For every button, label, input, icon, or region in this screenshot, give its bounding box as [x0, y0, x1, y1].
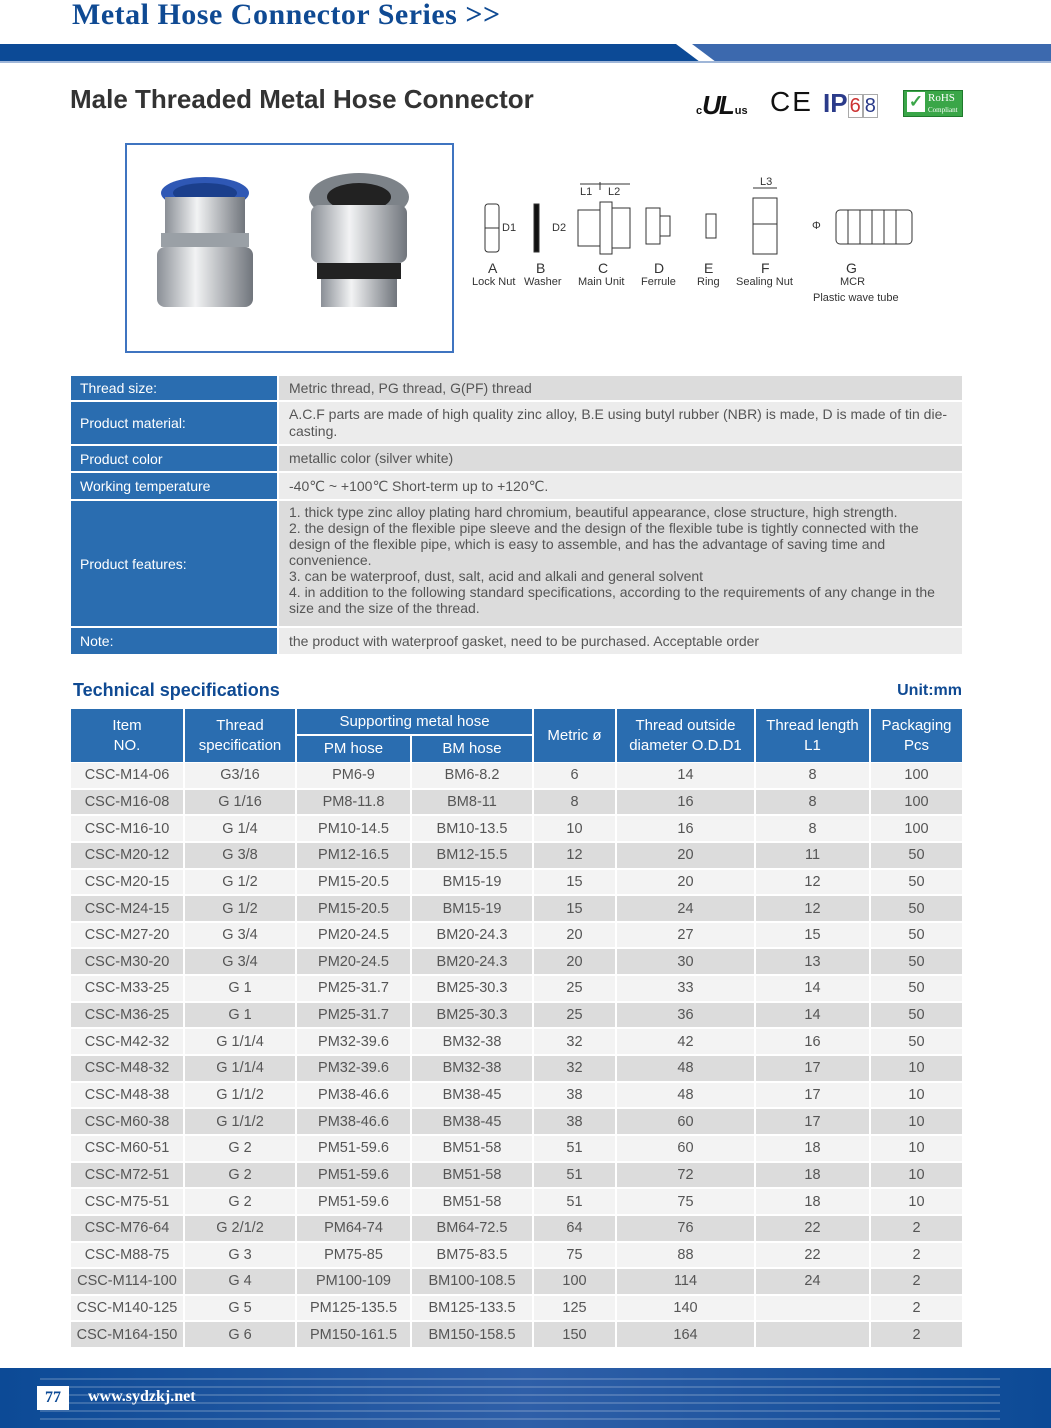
table-cell: 75 [617, 1189, 754, 1214]
table-cell: BM51-58 [412, 1163, 532, 1188]
table-cell: CSC-M30-20 [71, 949, 183, 974]
table-cell: 20 [617, 843, 754, 868]
table-cell: CSC-M48-38 [71, 1083, 183, 1108]
table-cell: PM10-14.5 [297, 816, 410, 841]
table-cell: 2 [871, 1243, 962, 1268]
table-cell: PM32-39.6 [297, 1056, 410, 1081]
table-cell: CSC-M20-15 [71, 870, 183, 895]
table-cell: CSC-M48-32 [71, 1056, 183, 1081]
table-cell: BM100-108.5 [412, 1269, 532, 1294]
table-cell: 15 [756, 923, 869, 948]
table-cell: PM64-74 [297, 1216, 410, 1241]
part-name: Ferrule [641, 276, 676, 288]
table-cell: G 1/16 [185, 790, 295, 815]
table-cell: BM64-72.5 [412, 1216, 532, 1241]
table-cell: 8 [534, 790, 615, 815]
table-cell: CSC-M88-75 [71, 1243, 183, 1268]
table-cell: 48 [617, 1056, 754, 1081]
table-cell: G 3/8 [185, 843, 295, 868]
table-cell: 32 [534, 1029, 615, 1054]
table-cell: 51 [534, 1136, 615, 1161]
table-cell: PM75-85 [297, 1243, 410, 1268]
table-cell: CSC-M20-12 [71, 843, 183, 868]
part-letter: B [536, 260, 546, 276]
header-outside-diameter: Thread outside diameter O.D.D1 [617, 709, 754, 762]
table-cell: PM51-59.6 [297, 1163, 410, 1188]
header-metric: Metric ø [534, 709, 615, 762]
unit-label: Unit:mm [897, 682, 962, 699]
table-cell: G 1 [185, 1003, 295, 1028]
table-cell: PM12-16.5 [297, 843, 410, 868]
table-cell: 18 [756, 1136, 869, 1161]
spec-label: Thread size: [71, 376, 277, 402]
table-cell: CSC-M164-150 [71, 1322, 183, 1347]
table-cell: 51 [534, 1163, 615, 1188]
table-cell: 60 [617, 1136, 754, 1161]
dim-d1: D1 [502, 222, 517, 234]
table-cell: 11 [756, 843, 869, 868]
table-cell: BM32-38 [412, 1029, 532, 1054]
spec-label: Product color [71, 446, 277, 473]
part-name: Washer [524, 276, 562, 288]
table-cell: BM20-24.3 [412, 923, 532, 948]
part-letter: F [761, 260, 770, 276]
table-cell: BM150-158.5 [412, 1322, 532, 1347]
table-cell: BM15-19 [412, 870, 532, 895]
dim-l3: L3 [760, 176, 773, 188]
table-cell: 114 [617, 1269, 754, 1294]
table-cell: 100 [871, 816, 962, 841]
table-cell: BM125-133.5 [412, 1296, 532, 1321]
table-cell: 2 [871, 1322, 962, 1347]
table-cell: 15 [534, 896, 615, 921]
table-cell: 50 [871, 976, 962, 1001]
table-cell: PM6-9 [297, 763, 410, 788]
table-cell: G 5 [185, 1296, 295, 1321]
table-cell: G 1/1/4 [185, 1056, 295, 1081]
table-cell: BM25-30.3 [412, 976, 532, 1001]
table-cell: PM20-24.5 [297, 923, 410, 948]
table-cell: G 2 [185, 1136, 295, 1161]
table-cell: CSC-M33-25 [71, 976, 183, 1001]
table-cell: 10 [534, 816, 615, 841]
table-cell: 18 [756, 1163, 869, 1188]
table-cell: CSC-M27-20 [71, 923, 183, 948]
table-cell: PM20-24.5 [297, 949, 410, 974]
table-cell: G 1 [185, 976, 295, 1001]
rohs-logo: ✓ RoHS Compliant [903, 90, 963, 117]
table-cell: 100 [871, 763, 962, 788]
part-name: Ring [697, 276, 720, 288]
parts-drawing [470, 180, 920, 260]
table-cell: 51 [534, 1189, 615, 1214]
table-cell: CSC-M60-38 [71, 1109, 183, 1134]
table-cell: G 1/1/2 [185, 1083, 295, 1108]
table-cell: PM150-161.5 [297, 1322, 410, 1347]
table-cell: 30 [617, 949, 754, 974]
table-cell: BM75-83.5 [412, 1243, 532, 1268]
connector-image [127, 145, 452, 351]
table-cell [756, 1322, 869, 1347]
page-number: 77 [37, 1386, 69, 1410]
table-cell: 10 [871, 1189, 962, 1214]
table-cell: 64 [534, 1216, 615, 1241]
table-cell: G 1/2 [185, 896, 295, 921]
table-cell: BM8-11 [412, 790, 532, 815]
table-cell: CSC-M14-06 [71, 763, 183, 788]
table-cell: 2 [871, 1269, 962, 1294]
header-band-right [692, 44, 1051, 62]
table-cell: 125 [534, 1296, 615, 1321]
part-letter: C [598, 260, 609, 276]
check-icon: ✓ [908, 92, 924, 111]
table-cell: 164 [617, 1322, 754, 1347]
table-cell: BM51-58 [412, 1189, 532, 1214]
spec-row [71, 473, 962, 501]
table-cell: 48 [617, 1083, 754, 1108]
table-cell: 10 [871, 1083, 962, 1108]
part-name: Sealing Nut [736, 276, 793, 288]
table-cell: 50 [871, 949, 962, 974]
table-cell: G 4 [185, 1269, 295, 1294]
table-cell: 10 [871, 1163, 962, 1188]
table-cell: 2 [871, 1216, 962, 1241]
table-cell: PM32-39.6 [297, 1029, 410, 1054]
header-bm-hose: BM hose [412, 736, 532, 762]
table-cell: BM51-58 [412, 1136, 532, 1161]
table-cell: 20 [617, 870, 754, 895]
table-cell: 60 [617, 1109, 754, 1134]
table-cell: BM12-15.5 [412, 843, 532, 868]
table-cell: 27 [617, 923, 754, 948]
spec-row [71, 628, 962, 656]
spec-table [71, 376, 962, 656]
spec-value: metallic color (silver white) [279, 446, 962, 473]
dim-l1: L1 [580, 186, 593, 198]
table-cell: G 6 [185, 1322, 295, 1347]
table-cell: 8 [756, 763, 869, 788]
table-cell: CSC-M114-100 [71, 1269, 183, 1294]
spec-label: Working temperature [71, 473, 277, 501]
table-cell: G 1/1/2 [185, 1109, 295, 1134]
table-cell: 50 [871, 870, 962, 895]
table-cell: PM38-46.6 [297, 1109, 410, 1134]
table-cell: 6 [534, 763, 615, 788]
table-cell: 2 [871, 1296, 962, 1321]
table-cell: 14 [756, 976, 869, 1001]
header-thread-spec: Thread specification [185, 709, 295, 762]
ce-logo: CE [770, 86, 813, 117]
dim-d2: D2 [552, 222, 567, 234]
table-cell: 32 [534, 1056, 615, 1081]
spec-label: Product material: [71, 402, 277, 446]
table-cell: G 1/1/4 [185, 1029, 295, 1054]
table-cell: 50 [871, 1029, 962, 1054]
table-cell: 12 [756, 896, 869, 921]
table-cell: 22 [756, 1216, 869, 1241]
table-cell: 22 [756, 1243, 869, 1268]
part-letter: G [846, 260, 857, 276]
table-cell: 15 [534, 870, 615, 895]
table-cell: BM32-38 [412, 1056, 532, 1081]
table-cell: CSC-M16-08 [71, 790, 183, 815]
table-cell: 72 [617, 1163, 754, 1188]
table-cell: CSC-M24-15 [71, 896, 183, 921]
part-letter: A [488, 260, 498, 276]
product-photo [125, 143, 454, 353]
table-cell: G 3/4 [185, 949, 295, 974]
header-item-no: Item NO. [71, 709, 183, 762]
table-cell: CSC-M60-51 [71, 1136, 183, 1161]
dim-l2: L2 [608, 186, 621, 198]
spec-label: Product features: [71, 501, 277, 628]
table-cell: PM38-46.6 [297, 1083, 410, 1108]
header-pm-hose: PM hose [297, 736, 410, 762]
part-name: Lock Nut [472, 276, 516, 288]
table-cell: CSC-M75-51 [71, 1189, 183, 1214]
ip68-logo: IP 6 8 [823, 88, 876, 118]
part-letter: D [654, 260, 665, 276]
header-packaging: Packaging Pcs [871, 709, 962, 762]
table-cell: PM51-59.6 [297, 1136, 410, 1161]
table-cell: 8 [756, 816, 869, 841]
spec-value: A.C.F parts are made of high quality zinc alloy, B.E using butyl rubber (NBR) is made, D is made of tin die-casting. [279, 402, 962, 446]
header-band [0, 44, 700, 62]
table-cell: 10 [871, 1056, 962, 1081]
part-name: MCR [840, 276, 866, 288]
table-cell: CSC-M72-51 [71, 1163, 183, 1188]
table-cell: 13 [756, 949, 869, 974]
divider [0, 61, 1051, 63]
table-cell: 50 [871, 923, 962, 948]
table-cell: 8 [756, 790, 869, 815]
spec-row [71, 501, 962, 628]
dim-phi: Φ [812, 220, 821, 232]
part-name: Main Unit [578, 276, 625, 288]
website-link[interactable]: www.sydzkj.net [88, 1388, 196, 1405]
table-cell: BM38-45 [412, 1109, 532, 1134]
table-cell: 10 [871, 1109, 962, 1134]
table-cell: 140 [617, 1296, 754, 1321]
table-cell: 14 [756, 1003, 869, 1028]
table-cell: G 1/2 [185, 870, 295, 895]
table-cell: 50 [871, 896, 962, 921]
table-cell: 16 [617, 790, 754, 815]
table-cell: 36 [617, 1003, 754, 1028]
part-letter: E [704, 260, 714, 276]
table-cell: 17 [756, 1056, 869, 1081]
table-cell: 12 [534, 843, 615, 868]
part-subname: Plastic wave tube [813, 292, 899, 304]
table-cell: BM38-45 [412, 1083, 532, 1108]
table-cell: 25 [534, 976, 615, 1001]
exploded-diagram [470, 176, 920, 310]
table-cell: 17 [756, 1083, 869, 1108]
table-cell: CSC-M42-32 [71, 1029, 183, 1054]
table-cell: 14 [617, 763, 754, 788]
spec-value: Metric thread, PG thread, G(PF) thread [279, 376, 962, 402]
table-cell: 16 [617, 816, 754, 841]
table-cell: BM6-8.2 [412, 763, 532, 788]
table-cell: CSC-M140-125 [71, 1296, 183, 1321]
header-supporting-hose: Supporting metal hose [297, 709, 532, 734]
table-cell: 50 [871, 843, 962, 868]
spec-row [71, 376, 962, 402]
table-cell: G 2 [185, 1163, 295, 1188]
table-cell: PM15-20.5 [297, 870, 410, 895]
table-cell: 150 [534, 1322, 615, 1347]
table-cell: CSC-M76-64 [71, 1216, 183, 1241]
table-cell: 38 [534, 1109, 615, 1134]
table-cell: PM125-135.5 [297, 1296, 410, 1321]
tech-spec-title: Technical specifications [73, 680, 280, 700]
table-cell: 33 [617, 976, 754, 1001]
table-cell: BM10-13.5 [412, 816, 532, 841]
table-cell: G3/16 [185, 763, 295, 788]
table-cell: PM51-59.6 [297, 1189, 410, 1214]
table-cell: 50 [871, 1003, 962, 1028]
spec-row [71, 446, 962, 473]
table-cell: 12 [756, 870, 869, 895]
table-cell: G 3 [185, 1243, 295, 1268]
table-cell: BM20-24.3 [412, 949, 532, 974]
table-cell: 75 [534, 1243, 615, 1268]
table-cell: 24 [617, 896, 754, 921]
table-cell: G 3/4 [185, 923, 295, 948]
table-cell: BM25-30.3 [412, 1003, 532, 1028]
table-cell: PM100-109 [297, 1269, 410, 1294]
table-cell: G 2 [185, 1189, 295, 1214]
table-cell: 18 [756, 1189, 869, 1214]
table-cell: 100 [871, 790, 962, 815]
ul-logo: cUL us [696, 90, 748, 120]
product-title: Male Threaded Metal Hose Connector [70, 84, 534, 114]
table-cell: 42 [617, 1029, 754, 1054]
header-thread-length: Thread length L1 [756, 709, 869, 762]
spec-value: the product with waterproof gasket, need to be purchased. Acceptable order [279, 628, 962, 656]
table-cell: 25 [534, 1003, 615, 1028]
table-cell: 20 [534, 949, 615, 974]
table-cell [756, 1296, 869, 1321]
spec-row [71, 402, 962, 446]
table-cell: 10 [871, 1136, 962, 1161]
table-cell: PM15-20.5 [297, 896, 410, 921]
series-title: Metal Hose Connector Series >> [72, 0, 501, 31]
table-cell: 17 [756, 1109, 869, 1134]
table-cell: 76 [617, 1216, 754, 1241]
spec-value: -40℃ ~ +100℃ Short-term up to +120℃. [279, 473, 962, 501]
table-cell: 38 [534, 1083, 615, 1108]
table-cell: PM25-31.7 [297, 1003, 410, 1028]
table-cell: CSC-M16-10 [71, 816, 183, 841]
table-cell: 16 [756, 1029, 869, 1054]
table-cell: PM8-11.8 [297, 790, 410, 815]
table-cell: BM15-19 [412, 896, 532, 921]
table-cell: CSC-M36-25 [71, 1003, 183, 1028]
table-cell: 20 [534, 923, 615, 948]
table-cell: 88 [617, 1243, 754, 1268]
table-cell: G 1/4 [185, 816, 295, 841]
spec-value: 1. thick type zinc alloy plating hard chromium, beautiful appearance, close structure, high strength. 2. the design of the flexible pipe sleeve and the design of the flexible tube is tightly connected with the design of the flexible pipe, which is easy to assemble, and has the advantage of saving time and convenience. 3. can be waterproof, dust, salt, acid and alkali and general solvent 4. in addition to the following standard specifications, according to the requirements of any change in the size and the size of the thread. [279, 501, 962, 628]
table-cell: 24 [756, 1269, 869, 1294]
table-cell: PM25-31.7 [297, 976, 410, 1001]
spec-label: Note: [71, 628, 277, 656]
table-cell: G 2/1/2 [185, 1216, 295, 1241]
table-cell: 100 [534, 1269, 615, 1294]
